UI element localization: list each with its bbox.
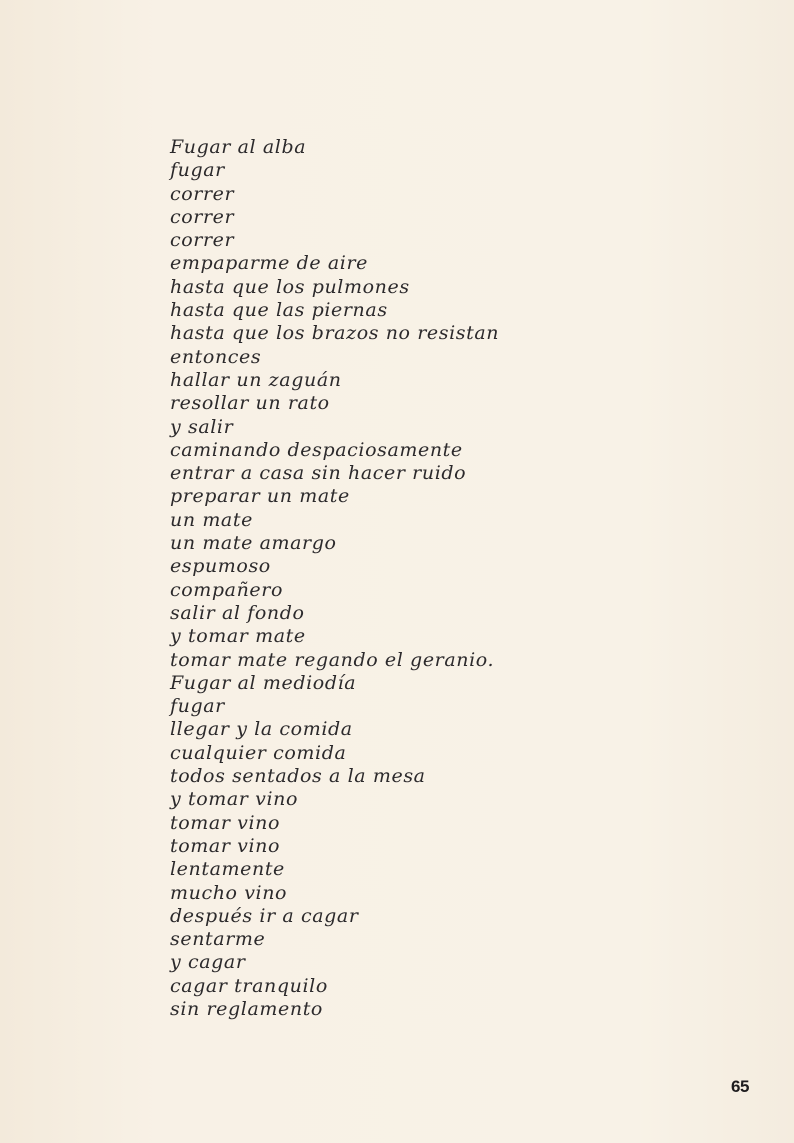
poem-line: todos sentados a la mesa bbox=[170, 765, 426, 788]
poem-line: tomar vino bbox=[170, 834, 281, 857]
poem-line: correr bbox=[170, 182, 235, 205]
poem-line: hasta que las piernas bbox=[170, 299, 388, 322]
poem-line: un mate bbox=[170, 508, 253, 531]
poem-line: y cagar bbox=[170, 951, 246, 974]
poem-line: tomar mate regando el geranio. bbox=[170, 648, 495, 671]
poem-line: preparar un mate bbox=[170, 485, 350, 508]
poem-line: resollar un rato bbox=[170, 392, 330, 415]
poem-line: compañero bbox=[170, 578, 283, 601]
poem-line: correr bbox=[170, 205, 235, 228]
poem-line: tomar vino bbox=[170, 811, 281, 834]
poem-line: lentamente bbox=[170, 858, 285, 881]
poem-line: cagar tranquilo bbox=[170, 974, 328, 997]
poem-line: y salir bbox=[170, 415, 234, 438]
poem-line: correr bbox=[170, 229, 235, 252]
poem-line: sin reglamento bbox=[170, 997, 323, 1020]
poem-line: salir al fondo bbox=[170, 601, 305, 624]
poem-text bbox=[170, 136, 499, 1021]
poem-line: mucho vino bbox=[170, 881, 288, 904]
poem-line: y tomar mate bbox=[170, 625, 306, 648]
poem-line: entrar a casa sin hacer ruido bbox=[170, 462, 467, 485]
poem-line: Fugar al mediodía bbox=[170, 671, 357, 694]
poem-line: entonces bbox=[170, 345, 262, 368]
poem-line: cualquier comida bbox=[170, 741, 347, 764]
poem-line: sentarme bbox=[170, 928, 266, 951]
poem-line: espumoso bbox=[170, 555, 271, 578]
poem-line: hasta que los pulmones bbox=[170, 275, 410, 298]
poem-line: fugar bbox=[170, 159, 225, 182]
poem-line: fugar bbox=[170, 695, 225, 718]
poem-line: Fugar al alba bbox=[170, 136, 307, 158]
poem-line: un mate amargo bbox=[170, 532, 337, 555]
page-number: 65 bbox=[731, 1077, 749, 1096]
poem-line: después ir a cagar bbox=[170, 904, 359, 927]
poem-line: empaparme de aire bbox=[170, 252, 369, 275]
poem-line: hallar un zaguán bbox=[170, 368, 342, 391]
poem-line: caminando despaciosamente bbox=[170, 438, 463, 461]
poem-line: y tomar vino bbox=[170, 788, 299, 811]
poem-line: hasta que los brazos no resistan bbox=[170, 322, 500, 345]
poem-line: llegar y la comida bbox=[170, 718, 353, 741]
